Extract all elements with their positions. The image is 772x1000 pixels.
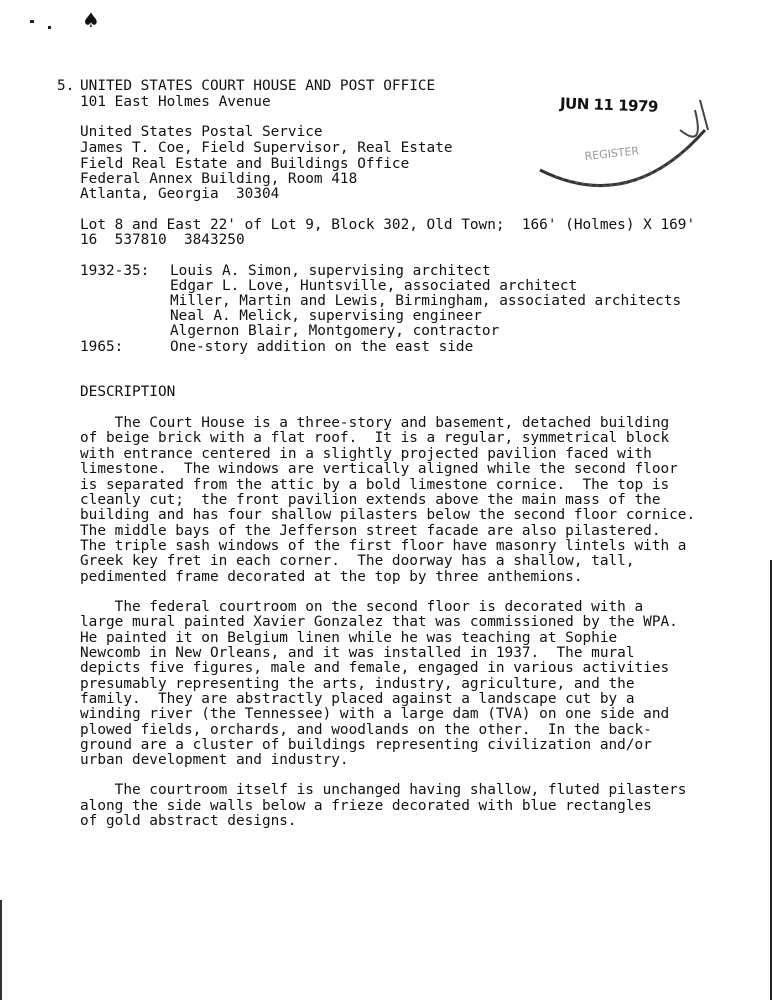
paragraph-2-line: large mural painted Xavier Gonzalez that was commissioned by the WPA. [80, 614, 678, 630]
paragraph-2-line: The federal courtroom on the second floor is decorated with a [80, 599, 644, 615]
owner-line: Federal Annex Building, Room 418 [80, 171, 358, 187]
chronology-entry: Louis A. Simon, supervising architect [170, 263, 491, 279]
paragraph-1-line: with entrance centered in a slightly projected pavilion faced with [80, 446, 652, 462]
paragraph-3-line: The courtroom itself is unchanged having shallow, fluted pilasters [80, 782, 687, 798]
chronology-entry: Miller, Martin and Lewis, Birmingham, associated architects [170, 293, 682, 309]
chronology-entry: Neal A. Melick, supervising engineer [170, 308, 482, 324]
paragraph-1-line: of beige brick with a flat roof. It is a regular, symmetrical block [80, 430, 670, 446]
pin-mark-icon: ♠ [82, 8, 100, 32]
owner-line: Atlanta, Georgia 30304 [80, 186, 280, 202]
received-stamp [530, 90, 730, 200]
building-address: 101 East Holmes Avenue [80, 94, 271, 110]
paragraph-3-line: of gold abstract designs. [80, 813, 297, 829]
owner-line: Field Real Estate and Buildings Office [80, 156, 410, 172]
paragraph-2-line: ground are a cluster of buildings representing civilization and/or [80, 737, 652, 753]
scan-mark [48, 26, 51, 29]
paragraph-1-line: is separated from the attic by a bold limestone cornice. The top is [80, 477, 670, 493]
paragraph-2-line: He painted it on Belgium linen while he was teaching at Sophie [80, 630, 618, 646]
paragraph-2-line: family. They are abstractly placed against a landscape cut by a [80, 691, 635, 707]
item-number: 5. [57, 78, 75, 94]
owner-line: James T. Coe, Field Supervisor, Real Estate [80, 140, 453, 156]
paragraph-1-line: The Court House is a three-story and basement, detached building [80, 415, 670, 431]
paragraph-1-line: limestone. The windows are vertically aligned while the second floor [80, 461, 678, 477]
paragraph-2-line: plowed fields, orchards, and woodlands on the other. In the back- [80, 722, 652, 738]
chronology-year: 1965: [80, 339, 124, 355]
paragraph-1-line: The triple sash windows of the first floor have masonry lintels with a [80, 538, 687, 554]
location-coordinates: 16 537810 3843250 [80, 232, 245, 248]
paragraph-2-line: Newcomb in New Orleans, and it was installed in 1937. The mural [80, 645, 635, 661]
chronology-entry: Algernon Blair, Montgomery, contractor [170, 323, 500, 339]
stamp-register-text: REGISTER [583, 144, 640, 163]
location-line: Lot 8 and East 22' of Lot 9, Block 302, Old Town; 166' (Holmes) X 169' [80, 217, 696, 233]
paragraph-1-line: The middle bays of the Jefferson street facade are also pilastered. [80, 523, 661, 539]
paragraph-2-line: urban development and industry. [80, 752, 349, 768]
scan-mark [30, 20, 34, 23]
chronology-entry: One-story addition on the east side [170, 339, 474, 355]
paragraph-1-line: cleanly cut; the front pavilion extends above the main mass of the [80, 492, 661, 508]
paragraph-2-line: depicts five figures, male and female, engaged in various activities [80, 660, 670, 676]
chronology-year: 1932-35: [80, 263, 150, 279]
paragraph-2-line: winding river (the Tennessee) with a large dam (TVA) on one side and [80, 706, 670, 722]
scan-edge-line [0, 900, 2, 1000]
paragraph-1-line: pedimented frame decorated at the top by three anthemions. [80, 569, 583, 585]
stamp-date: JUN 11 1979 [559, 94, 659, 116]
paragraph-1-line: building and has four shallow pilasters below the second floor cornice. [80, 507, 696, 523]
owner-line: United States Postal Service [80, 124, 323, 140]
paragraph-3-line: along the side walls below a frieze decorated with blue rectangles [80, 798, 652, 814]
paragraph-2-line: presumably representing the arts, industry, agriculture, and the [80, 676, 635, 692]
building-title: UNITED STATES COURT HOUSE AND POST OFFICE [80, 78, 436, 94]
paragraph-1-line: Greek key fret in each corner. The doorway has a shallow, tall, [80, 553, 635, 569]
description-heading: DESCRIPTION [80, 384, 176, 400]
chronology-entry: Edgar L. Love, Huntsville, associated architect [170, 278, 578, 294]
